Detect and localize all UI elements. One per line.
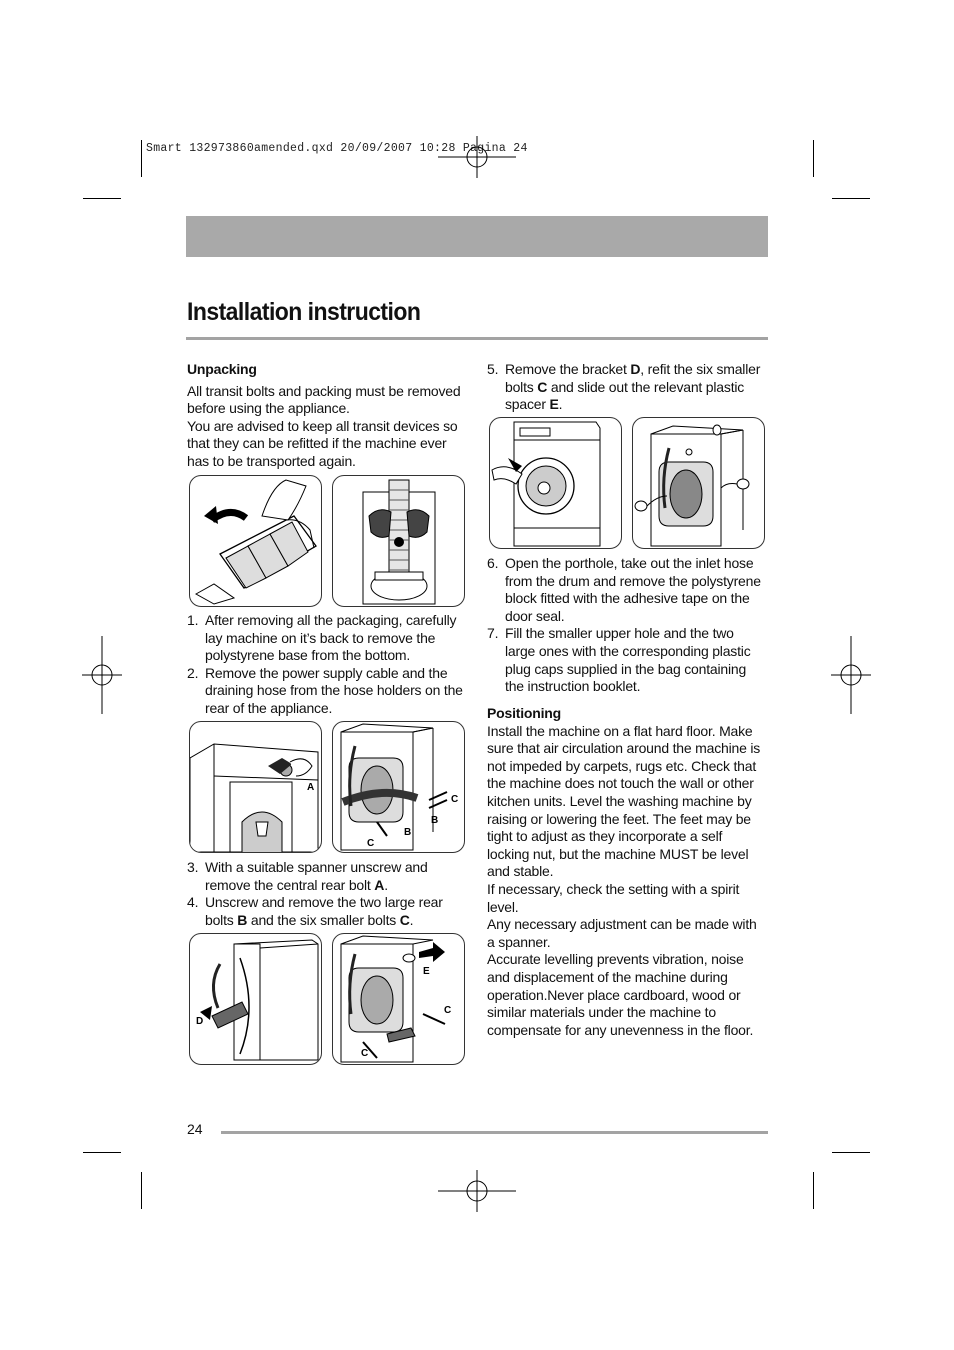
positioning-section	[487, 705, 767, 1039]
figure-remove-polystyrene-base	[332, 475, 465, 607]
positioning-paragraph: If necessary, check the setting with a spirit level.	[487, 880, 740, 915]
step-item-1: 7. Fill the smaller upper hole and the two large ones with the corresponding plastic plug caps supplied in the bag containing the instruction booklet.	[487, 625, 751, 695]
registration-mark-top	[438, 136, 516, 178]
figure-open-porthole	[489, 417, 622, 549]
label-a: A	[307, 782, 315, 793]
registration-mark-bottom	[438, 1170, 516, 1212]
step-5: 5. Remove the bracket D, refit the six smaller bolts C and slide out the relevant plastic spacer E.	[487, 361, 761, 413]
label-c-4: C	[361, 1048, 369, 1059]
label-c-1: C	[451, 794, 459, 805]
step-item-1: 2. Remove the power supply cable and the draining hose from the hose holders on the rear of the appliance.	[187, 664, 463, 716]
unpacking-intro-2: You are advised to keep all transit devices so that they can be refitted if the machine ever has to be transported again.	[187, 417, 458, 469]
steps-1-2	[187, 612, 463, 718]
step-item-0: 6. Open the porthole, take out the inlet hose from the drum and remove the polystyrene block fitted with the adhesive tape on the door seal.	[487, 555, 761, 624]
positioning-paragraph: Any necessary adjustment can be made with a spanner.	[487, 916, 757, 950]
figure-lay-machine-back	[189, 475, 322, 607]
steps-3-4	[187, 859, 463, 929]
step-3: 3. With a suitable spanner unscrew and remove the central rear bolt A.	[187, 859, 428, 893]
label-c-2: C	[367, 838, 375, 849]
positioning-paragraph: Install the machine on a flat hard floor. Make sure that air circulation around the machine is not impeded by carpets, rugs etc. Check that the machine does not touch the wall or other kitchen units. Level the washing machine by raising or lowering the feet. The feet may be tight to adjust as they incorporate a self locking nut, but the machine MUST be level and stable.	[487, 722, 761, 880]
label-e: E	[423, 966, 430, 977]
unpacking-intro-1: All transit bolts and packing must be removed before using the appliance.	[187, 382, 461, 417]
label-d: D	[196, 1016, 204, 1027]
figure-fit-plug-caps	[632, 417, 765, 549]
footer-rule	[221, 1131, 768, 1134]
unpacking-section	[187, 361, 463, 471]
step-4: 4. Unscrew and remove the two large rear bolts B and the six smaller bolts C.	[187, 894, 443, 928]
title-rule	[186, 337, 768, 340]
unpacking-heading: Unpacking	[187, 361, 257, 377]
figure-remove-bracket-d	[189, 933, 322, 1065]
figure-remove-bolts-b-c	[332, 721, 465, 853]
page-number: 24	[187, 1121, 203, 1137]
positioning-paragraph: Accurate levelling prevents vibration, noise and displacement of the machine during operation.Never place cardboard, wood or similar materials under the machine to compensate for any unevenness in the floor.	[487, 951, 754, 1038]
step-item-0: 1. After removing all the packaging, carefully lay machine on it’s back to remove the polystyrene base from the bottom.	[187, 612, 457, 664]
figure-remove-bolt-a	[189, 721, 322, 853]
page-title: Installation instruction	[187, 298, 421, 326]
registration-mark-left	[82, 636, 122, 714]
figure-remove-spacer-e	[332, 933, 465, 1065]
label-b-1: B	[431, 815, 439, 826]
steps-6-7	[487, 555, 767, 696]
positioning-heading: Positioning	[487, 705, 562, 721]
registration-mark-right	[831, 636, 871, 714]
step-5-block	[487, 361, 767, 414]
header-band	[186, 216, 768, 257]
label-b-2: B	[404, 827, 412, 838]
printer-slug: Smart 132973860amended.qxd 20/09/2007 10:28 Pagina 24	[146, 142, 528, 155]
label-c-3: C	[444, 1005, 452, 1016]
